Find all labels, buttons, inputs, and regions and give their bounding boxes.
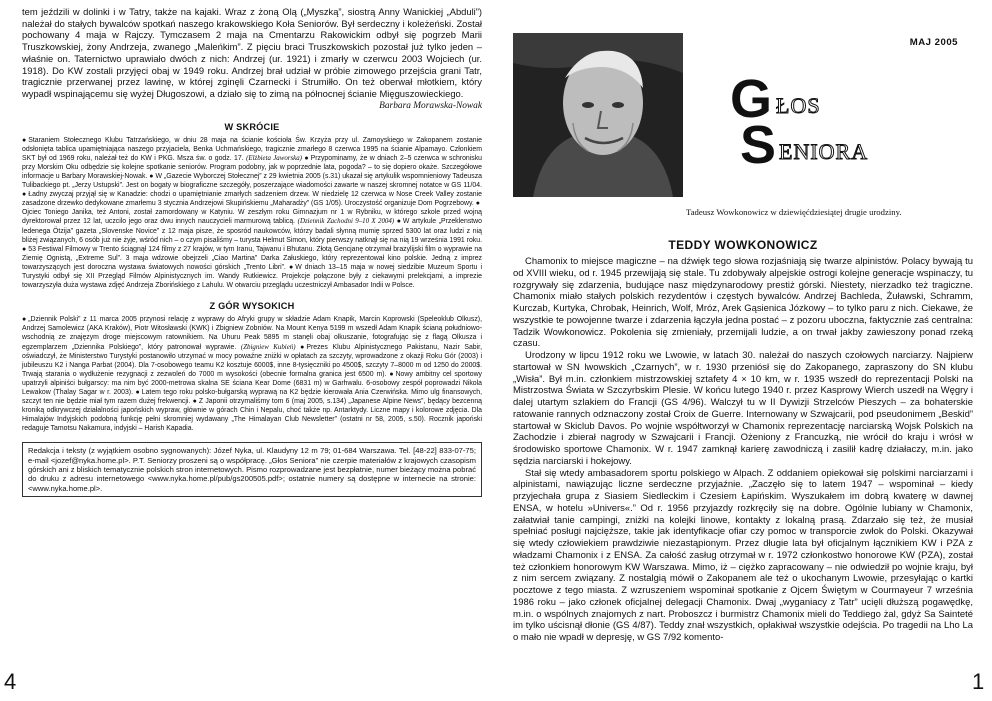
news-item: W artykule „Przeklenstwo ledenega Ötzija” gazeta „Slovenske Novice” z 12 maja pisze, że sposród naukowców, którzy badali słynną mumię sprzed 5300 lat oraz ludzi z nią bliżej związanych, 6 osób już nie żyje, wśród nich – o czym pisaliśmy – turysta Helmut Simon, który pierwszy natknął się na nią 19 września 1991 roku. xyxy=(22,218,482,244)
bullet-icon: ● xyxy=(300,343,305,351)
news-item: W dniach 13–15 maja w nowej siedzibie Muzeum Sportu i Turystyki odbył się XII Przegląd Filmów Alpinistycznych im. Wandy Rutkiewicz. Projekcje połączone były z ciekawymi prelekcjami, a imprezie towarzyszyła duża wystawa zdjęć Andrzeja Zborińskiego z Lahulu. W otwarciu przeglądu uczestniczył Ambasador Indii w Polsce. xyxy=(22,263,483,290)
article-paragraph: Chamonix to miejsce magiczne – na dźwięk tego słowa rozjaśniają się twarze alpinistów. Polacy bywają tu od XVIII wieku, od r. 1945 przewijają się stale. Tu zdobywały alpejskie ostrogi kolejne generacje wspinaczy, tu rozgrywały się zdarzenia, budujące nasz międzynarodowy prestiż górski. Niestety, nierzadko też tragiczne. Chamonix miało stałych polskich rezydentów i częstych bywalców. Andrzej Bachleda, Żuławski, Schramm, Kurczab, Kurtyka, Chrobak, Heinrich, Wolf, Mróz, Arek Gąsienica Józkowy – to tylko paru z nich. Ciekawe, że wszystkie te powojenne twarze i zdarzenia łączyła jedna postać – z pozoru uboczna, faktycznie zaś centralna: Tadzik Wowkonowicz. Pokolenia się zmieniały, przemijali ludzie, a on trwał jakby zawieszony ponad rzeką czasu. xyxy=(513,256,973,350)
news-item: W „Gazecie Wyborczej Stołecznej” z 29 kwietnia 2005 (s.31) ukazał się artykulik wspomnieniowy Tadeusza Tulibackiego pt. „Jerzy Ustupski”. Jest on bogaty w biograficzne szczegóły, poszerzające wiadomości zawarte w naszej skromnej notatce w GS 11/04. xyxy=(22,173,482,190)
news-item: Latem tego roku polsko-bułgarską wyprawą na K2 będzie kierowała Ania Czerwińska. Mimo ulg finansowych, szczyt ten nie będzie miał tym razem dużej frekwencji. xyxy=(22,388,482,406)
news-signature: (Zbigniew Kubień) xyxy=(240,343,296,351)
section-title-z-gor-wysokich: Z GÓR WYSOKICH xyxy=(209,301,295,312)
intro-paragraph: tem jeździli w dolinki i w Tatry, także na kajaki. Wraz z żoną Olą („Myszką”, siostrą Anny Wanickiej „Abduli”) należał do stałych bywalców spotkań naszego krakowskiego Koła Seniorów. Był serdeczny i koleżeński. Został pochowany 4 maja w Rajczy. Tymczasem 2 maja na Cmentarzu Rakowickim odbył się pogrzeb Marii Truszkowskiej, żony Andrzeja, zwanego „Maleńkim”. Z pięciu braci Truszkowskich pozostał już tylko jeden – właśnie on. Taternictwo uprawiało dwóch z nich: Andrzej (ur. 1921) i zmarły w czerwcu 2003 Wojciech (ur. 1918). Do KW zostali przyjęci obaj w 1949 roku. Andrzej brał udział w próbie zimowego przejścia grani Tatr, tragicznie przerwanej przez lawinę, w której zginęli Czarnecki i Strumiłło. On też oberwał młotkiem, który wypadł wspinającemu się wyżej Długoszowi, a działo się to zimą na północnej ścianie Mięguszowieckiego. xyxy=(22,6,482,99)
left-page xyxy=(22,6,482,497)
news-item: Nowy ambitny cel sportowy upatrzyli alpiniści bułgarscy: ma nim być 2000-metrowa skalna SE ściana Kear Dome (6831 m) w Garhwalu. 6-osobowy zespół poprowadzi Nikola Lewakow (Thalay Sagar w r. 2003). xyxy=(22,370,482,396)
issue-date: MAJ 2005 xyxy=(909,37,958,48)
portrait-photo xyxy=(513,33,683,197)
bullet-icon: ● xyxy=(22,316,27,324)
news-signature: (Elżbieta Jaworska) xyxy=(246,154,302,162)
portrait-illustration xyxy=(513,33,683,197)
news-signature: (Dziennik Zachodni 9–10 X 2004) xyxy=(297,218,395,226)
news-item: „Dziennik Polski” z 11 marca 2005 przynosi relację z wyprawy do Afryki grupy w składzie Adam Knapik, Marcin Koprowski (Speleoklub Olkusz), Andrzej Samolewicz (AKA Kraków), Piotr Witosławski (KWK) i Zbigniew Zobniów. Na Mount Kenya 5199 m wszedł Adam Knapik ścianą południowo-wschodnią ze znajęzym droge miejscowym ratownikiem. Na Uhuru Peak 5895 m stanęli obaj olkuszanie, fotografując się z flagą Olkusza i egzemplarzem „Dziennika Polskiego”, który patronował wyprawie. xyxy=(22,316,482,351)
editorial-footer-box: Redakcja i teksty (z wyjątkiem osobno sygnowanych): Józef Nyka, ul. Klaudyny 12 m 79; 01-684 Warszawa. Tel. [48-22] 833-07-75; e-mail <jozef@nyka.home.pl>. P.T. Seniorzy proszeni są o współpracę. „Głos Seniora” nie czerpie materiałów z krajowych czasopism górskich ani z bliskich tematycznie polskich stron internetowych. Pismo rozprowadzane jest bezpłatnie, numer bieżący można pobrać do druku z adresu internetowego <www.nyka.home.pl/pub/gs200505.pdf>; ostatnie numery są dostępne w internecie na stronie: <www.nyka.home.pl>. xyxy=(22,442,482,496)
bullet-icon: ● xyxy=(288,263,294,271)
bullet-icon: ● xyxy=(135,388,140,396)
news-z-gor-wysokich xyxy=(22,315,482,433)
article-body xyxy=(513,256,973,644)
news-item: Ojciec Toniego Janika, też Antoni, został zamordowany w Katyniu. W zeszłym roku Gimnazjum nr 1 w Rybniku, w którego szkole przed wojną dyrektorował przez 12 lat, uczcilo jego oraz dwu innych nauczycieli marmurową tablicą. xyxy=(22,209,482,226)
section-title-w-skrocie: W SKRÓCIE xyxy=(224,121,280,132)
page-number-left: 4 xyxy=(4,669,17,694)
news-item: Ładny zwyczaj przyjął się w Kanadzie: chodzi o upamiętnianie zmarłych sadzeniem drzew. W niedzielę 12 czerwca w Nose Creek Valley zostanie zasadzone drzewko dedykowane zmarłemu 3 stycznia Andrzejowi Skupińskiemu „Maharadży” (GS 1/05). Uroczystość organizuje Dom Pogrzebowy. xyxy=(22,191,482,208)
article-title: TEDDY WOWKONOWICZ xyxy=(668,238,818,252)
bullet-icon: ● xyxy=(389,370,394,378)
photo-caption: Tadeusz Wowkonowicz w dziewięćdziesiątej drugie urodziny. xyxy=(686,207,902,217)
bullet-icon: ● xyxy=(149,173,154,180)
masthead-word-eniora: ENIORA xyxy=(779,139,869,164)
bullet-icon: ● xyxy=(304,154,309,162)
bullet-icon: ● xyxy=(475,200,480,208)
article-paragraph: Urodzony w lipcu 1912 roku we Lwowie, w latach 30. należał do naszych czołowych narciarzy. Najpierw startował w SN lwowskich „Czarnych”, w r. 1930 przeniósł się do Zakopanego, zapraszony do SN klubu „Wisła”. Był m.in. członkiem mistrzowskiej sztafety 4 × 10 km, w r. 1935 wszedł do reprezentacji Polski na Mistrzostwa Świata w Szczyrbskim Plesie. W końcu lutego 1940 r. przez Kasprowy Wierch uszedł na Węgry i dalej utartym szlakiem do Francji (GS 4/96). Walczył tu w II Dywizji Strzelców Pieszych – za bohaterskie ratowanie rannych odznaczony został Croix de Guerre. Internowany w Szwajcarii, pod pseudonimem „Beskid” startował w Skiclub Davos. Po wojnie współtworzył w Chamonix reprezentację narciarską Wojsk Polskich na Zachodzie i zbierał nagrody w Szwajcarii i Francji. Ożeniony z Francuzką, nie wrócił do kraju i wrósł w środowisko sportowe Chamonix. W r. 1947 zamknął karierę zawodniczą i zasilił kadrę działaczy, m.in. jako sędzia narciarski i hokejowy. xyxy=(513,350,973,467)
bullet-icon: ● xyxy=(22,191,27,199)
article-paragraph: Stał się wtedy ambasadorem sportu polskiego w Alpach. Z oddaniem opiekował się polskimi narciarzami i alpinistami, nawiązując liczne serdeczne przyjaźnie. „Zaczęło się to latem 1947 – wspominał – kiedy przyjechała grupa z Siasiem Siedleckim i Czesiem Łapińskim. Wyszukałem im dobrą kwaterę w dawnej ENSA, w hotelu »Univers«.” Od r. 1956 przyjazdy rozkręciły się na dobre. Ogólnie lubiany w Chamonix, załatwiał tanie campingi, zniżki na kolejki linowe, kontakty z lokalną prasą. Zdarzało się też, że musiał spełniać posługi najcięższe, takie jak identyfikacje ofiar czy pomoc w transporcie zwłok do Polski. Okazywał się wtedy człowiekiem prawdziwie niezastąpionym. Przez długie lata był oficjalnym łącznikiem KW i PZA z władzami Chamonix i z ENSA. Za całość zasług otrzymał w r. 1972 członkostwo honorowe KW (PZA), został też członkiem honorowym KW Warszawa. Mimo, iż – ciężko zapracowany – nie odwiedził po wojnie kraju, był z nim sercem związany. Z nostalgią mówił o Zakopanem ale też o ukochanym Lwowie, przesyłając o kartki pocztowe z tego miasta. Z wzruszeniem wspominał spotkanie z Ojcem Świętym w Courmayeur 7 września 1986 roku – jako członek oficjalnej delegacji Chamonix. Dwaj „wyganiacy z Tatr” ucięli dłuższą pogawędkę, m.in. o wspólnych znajomych z nart. Proboszcz i burmistrz Chamonix mieli do Teddiego żal, gdyż Sa Sainteté im tylko uścisnął dłonie (GS 4/87). Teddy znał wszystkich, opłakiwał wszystkie odejścia. Po tragedii na Lho La o mało nie wpadł w depresję, w GS 7/92 komento- xyxy=(513,467,973,643)
masthead-letter-s: S xyxy=(740,115,777,175)
news-item: Prezes Klubu Alpinistycznego Pakistanu, Nazir Sabir, oświadczył, że Ministerstwo Turystyki postanowiło utrzymać w mocy powaźne zniżki w opłatach za szczyty, wprowadzone z okazji Roku Gór (2003) i jubileuszu K2 i Nanga Parbat (2004). Dla 7-osobowego teamu K2 kosztuje 6000$, inne 8-tysięczniki po 4500$, szczyty 7–8000 m od 1250 do 2000$. Trwają starania o wydłużenie rezygnacji z zezwoleń do 7000 m wysokości (obecnie formalna granica jest 6500 m). xyxy=(22,343,482,378)
bullet-icon: ● xyxy=(396,218,401,226)
bullet-icon: ● xyxy=(22,245,27,253)
news-w-skrocie xyxy=(22,136,482,291)
news-item: Z Japonii otrzymaliśmy tom 6 (maj 2005, s.134) „Japanese Alpine News”, będący bezcenną kroniką odkrywczej działalności japońskich wypraw, głównie w górach Chin i Nepalu, choć także np. Antarktydy. Liczne mapy i kolorowe zdjęcia. Dla Himalajów Indyjskich podobną funkcję pełni skromniej wydawany „The Himalayan Club Newsletter” (ostatni nr 58, 2005, s.50). Rocznik japoński redaguje Tamotsu Nakamura, indyjski – Harish Kapadia. xyxy=(22,398,482,433)
news-item: Przypominamy, że w dniach 2–5 czerwca w schronisku przy Morskim Oku odbędzie się kolejne spotkanie seniorów. Program podobny, jak w poprzednie lata, pogoda? – to się dopiero okaże. Szczegółowe informacje u Barbary Morawskiej-Nowak. xyxy=(22,154,482,180)
intro-author: Barbara Morawska-Nowak xyxy=(379,100,482,111)
bullet-icon: ● xyxy=(192,398,197,406)
bullet-icon: ● xyxy=(22,136,27,144)
masthead-glos-seniora xyxy=(730,69,960,175)
masthead-letter-g: G xyxy=(730,69,773,129)
news-item: 53 Festiwal Filmowy w Trento ściągnął 124 filmy z 27 krajów, w tym Iranu, Tajwanu i Bhutanu. Złotą Gencjanę otrzymał brazylijski film o wyprawie na Ziemię Ognistą, „Extreme Sul”. 3 maja wdzowie obejrzeli „Ciao Martina” Darka Załuskiego, który reprezentował kino polskie. Jedną z imprez towarzyszących jest doroczna wystawa światowych nowości górskich „Trento Libri”. xyxy=(22,245,482,271)
masthead-word-los: ŁOS xyxy=(776,93,821,118)
news-item: Staraniem Stołecznego Klubu Tatrzańskiego, w dniu 28 maja na ścianie kościoła Św. Krzyża przy ul. Zamoyskiego w Zakopanem zostanie odsłonięta tablica upamiętniająca naszego przyjaciela, Benka Uchmańskiego, tragicznie zmarłego 8 czerwca 1995 na ścianie Alpamayo. Członkiem SKT był od 1969 roku, należał też do KW i PKG. Msza św. o godz. 17. xyxy=(22,136,482,162)
page-number-right: 1 xyxy=(972,669,985,694)
